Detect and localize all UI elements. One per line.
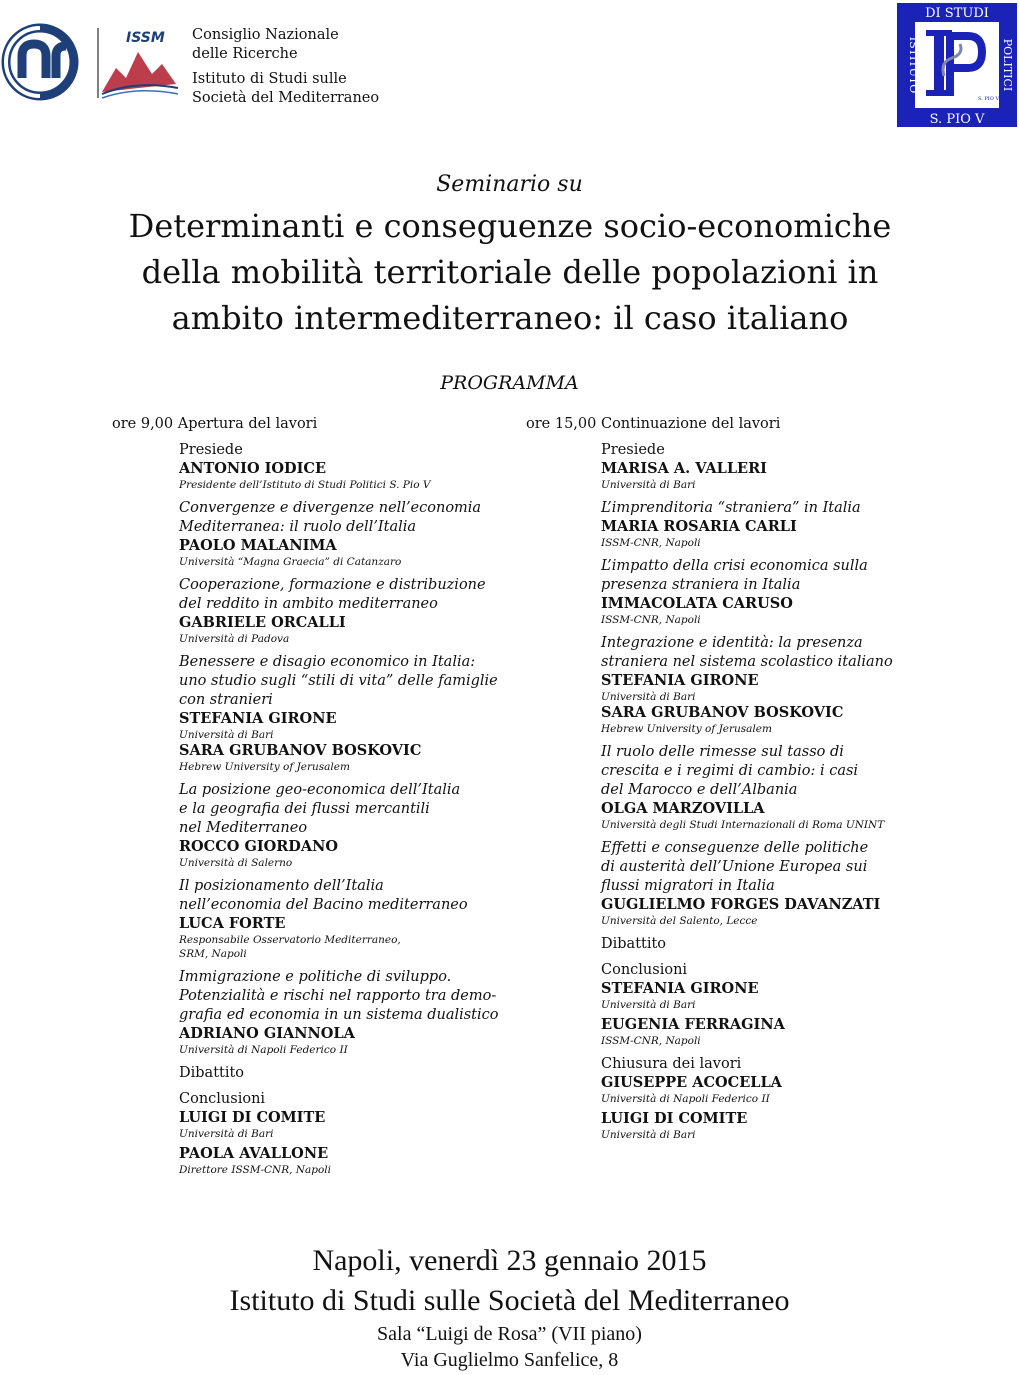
speaker-name: LUIGI DI COMITE — [179, 1109, 326, 1126]
isp-logo-right: POLITICI — [1001, 38, 1014, 92]
issm-mountain-icon — [96, 22, 182, 102]
title-line: ambito intermediterraneo: il caso italiano — [171, 299, 849, 337]
speaker-name: PAOLA AVALLONE — [179, 1145, 329, 1162]
speaker-affiliation: Università “Magna Graecia” di Catanzaro — [179, 556, 402, 568]
chair-label: Presiede — [601, 442, 665, 458]
chair-label: Presiede — [179, 442, 243, 458]
chair-affiliation: Università di Bari — [601, 479, 696, 491]
morning-program — [179, 441, 519, 1184]
cnr-line-2: delle Ricerche — [192, 46, 298, 62]
issm-line-1: Istituto di Studi sulle — [192, 71, 347, 87]
debate — [179, 1064, 519, 1083]
conclusions-label: Conclusioni — [179, 1091, 266, 1107]
talk — [179, 968, 519, 1057]
talk — [179, 877, 519, 961]
speaker-name: STEFANIA GIRONE — [601, 672, 759, 689]
speaker-name: ROCCO GIORDANO — [179, 838, 338, 855]
talk — [179, 781, 519, 870]
speaker-affiliation: Università di Bari — [179, 1128, 274, 1140]
speaker-affiliation: Hebrew University of Jerusalem — [601, 723, 772, 735]
speaker-name: GABRIELE ORCALLI — [179, 614, 346, 631]
morning-session-header — [112, 416, 317, 432]
afternoon-time: ore 15,00 — [526, 416, 597, 432]
event-venue: Istituto di Studi sulle Società del Mediterraneo — [229, 1284, 790, 1317]
talk-topic-line: Mediterranea: il ruolo dell’Italia — [179, 519, 417, 535]
speaker-name: EUGENIA FERRAGINA — [601, 1016, 785, 1033]
talk-topic-line: Integrazione e identità: la presenza — [601, 635, 863, 651]
speaker-affiliation: ISSM-CNR, Napoli — [601, 614, 701, 626]
speaker-affiliation: Università di Bari — [601, 1129, 696, 1141]
issm-line-2: Società del Mediterraneo — [192, 90, 380, 106]
talk-topic-line: di austerità dell’Unione Europea sui — [601, 859, 868, 875]
isp-logo-bottom: S. PIO V — [929, 112, 985, 127]
speaker-affiliation: Università di Bari — [601, 691, 696, 703]
morning-time: ore 9,00 — [112, 416, 174, 432]
afternoon-chair — [601, 441, 931, 492]
speaker-affiliation: SRM, Napoli — [179, 948, 247, 960]
afternoon-session-header — [526, 416, 780, 432]
cnr-logo — [0, 22, 92, 102]
event-footer — [0, 1241, 1019, 1373]
talk-topic-line: Convergenze e divergenze nell’economia — [179, 500, 482, 516]
talk-topic-line: crescita e i regimi di cambio: i casi — [601, 763, 859, 779]
talk-topic-line: Immigrazione e politiche di sviluppo. — [179, 969, 452, 985]
speaker-name: SARA GRUBANOV BOSKOVIC — [179, 742, 422, 759]
event-date: Napoli, venerdì 23 gennaio 2015 — [312, 1244, 707, 1277]
issm-logo — [96, 22, 182, 102]
debate-label: Dibattito — [601, 936, 667, 952]
closing — [601, 1055, 931, 1142]
morning-chair — [179, 441, 519, 492]
talk-topic-line: straniera nel sistema scolastico italiano — [601, 654, 893, 670]
speaker-affiliation: Università del Salento, Lecce — [601, 915, 758, 927]
talk — [179, 576, 519, 646]
talk-topic-line: presenza straniera in Italia — [601, 577, 801, 593]
speaker-affiliation: Università di Napoli Federico II — [179, 1044, 348, 1056]
speaker-name: OLGA MARZOVILLA — [601, 800, 765, 817]
talk — [601, 743, 931, 832]
speaker-affiliation: ISSM-CNR, Napoli — [601, 537, 701, 549]
speaker-name: GUGLIELMO FORGES DAVANZATI — [601, 896, 881, 913]
talk — [601, 499, 931, 550]
seminar-title — [60, 203, 960, 341]
conclusions — [601, 961, 931, 1048]
isp-logo — [896, 2, 1018, 128]
isp-logo-small: S. PIO V — [978, 96, 1000, 102]
talk-topic-line: La posizione geo-economica dell’Italia — [179, 782, 461, 798]
talk — [601, 557, 931, 627]
cnr-line-1: Consiglio Nazionale — [192, 27, 339, 43]
chair-name: ANTONIO IODICE — [179, 460, 327, 477]
talk — [601, 839, 931, 928]
closing-label: Chiusura dei lavori — [601, 1056, 742, 1072]
conclusions-label: Conclusioni — [601, 962, 688, 978]
talk — [179, 653, 519, 774]
speaker-affiliation: ISSM-CNR, Napoli — [601, 1035, 701, 1047]
speaker-affiliation: Università di Bari — [601, 999, 696, 1011]
speaker-name: LUIGI DI COMITE — [601, 1110, 748, 1127]
talk-topic-line: L’impatto della crisi economica sulla — [601, 558, 868, 574]
programma-heading: PROGRAMMA — [440, 372, 579, 394]
talk-topic-line: L’imprenditoria “straniera” in Italia — [601, 500, 861, 516]
cnr-logo-icon — [0, 22, 92, 102]
chair-affiliation: Presidente dell’Istituto di Studi Politici S. Pio V — [179, 479, 431, 491]
speaker-affiliation: Università di Napoli Federico II — [601, 1093, 770, 1105]
speaker-affiliation: Università degli Studi Internazionali di Roma UNINT — [601, 819, 885, 831]
speaker-name: IMMACOLATA CARUSO — [601, 595, 793, 612]
talk-topic-line: uno studio sugli “stili di vita” delle famiglie — [179, 673, 498, 689]
speaker-name: PAOLO MALANIMA — [179, 537, 337, 554]
talk-topic-line: nell’economia del Bacino mediterraneo — [179, 897, 468, 913]
speaker-name: ADRIANO GIANNOLA — [179, 1025, 355, 1042]
talk-topic-line: Cooperazione, formazione e distribuzione — [179, 577, 486, 593]
event-address: Via Guglielmo Sanfelice, 8 — [400, 1349, 619, 1371]
speaker-name: LUCA FORTE — [179, 915, 286, 932]
talk-topic-line: grafia ed economia in un sistema dualistico — [179, 1007, 499, 1023]
talk-topic-line: nel Mediterraneo — [179, 820, 308, 836]
talk-topic-line: Effetti e conseguenze delle politiche — [601, 840, 869, 856]
speaker-name: STEFANIA GIRONE — [601, 980, 759, 997]
speaker-name: STEFANIA GIRONE — [179, 710, 337, 727]
talk-topic-line: con stranieri — [179, 692, 273, 708]
chair-name: MARISA A. VALLERI — [601, 460, 767, 477]
isp-logo-top: DI STUDI — [925, 6, 989, 21]
speaker-affiliation: Responsabile Osservatorio Mediterraneo, — [179, 934, 401, 946]
afternoon-heading: Continuazione del lavori — [600, 416, 781, 432]
speaker-affiliation: Hebrew University of Jerusalem — [179, 761, 350, 773]
talk-topic-line: del reddito in ambito mediterraneo — [179, 596, 438, 612]
institution-name — [192, 26, 379, 108]
talk — [601, 634, 931, 736]
speaker-name: GIUSEPPE ACOCELLA — [601, 1074, 782, 1091]
seminar-label: Seminario su — [436, 172, 583, 197]
speaker-affiliation: Università di Padova — [179, 633, 290, 645]
talk-topic-line: e la geografia dei flussi mercantili — [179, 801, 430, 817]
afternoon-program — [601, 441, 931, 1149]
talk — [179, 499, 519, 569]
event-room: Sala “Luigi de Rosa” (VII piano) — [377, 1323, 642, 1345]
isp-logo-icon — [896, 2, 1018, 128]
issm-logo-text: ISSM — [126, 30, 165, 46]
morning-heading: Apertura del lavori — [177, 416, 318, 432]
talk-topic-line: flussi migratori in Italia — [601, 878, 775, 894]
conclusions — [179, 1090, 519, 1177]
talk-topic-line: Il ruolo delle rimesse sul tasso di — [601, 744, 844, 760]
speaker-name: SARA GRUBANOV BOSKOVIC — [601, 704, 844, 721]
debate-label: Dibattito — [179, 1065, 245, 1081]
debate — [601, 935, 931, 954]
talk-topic-line: del Marocco e dell’Albania — [601, 782, 798, 798]
title-line: Determinanti e conseguenze socio-economiche — [128, 207, 892, 245]
speaker-affiliation: Università di Salerno — [179, 857, 293, 869]
title-line: della mobilità territoriale delle popolazioni in — [141, 253, 879, 291]
speaker-name: MARIA ROSARIA CARLI — [601, 518, 797, 535]
talk-topic-line: Il posizionamento dell’Italia — [179, 878, 384, 894]
talk-topic-line: Benessere e disagio economico in Italia: — [179, 654, 476, 670]
speaker-affiliation: Direttore ISSM-CNR, Napoli — [179, 1164, 331, 1176]
speaker-affiliation: Università di Bari — [179, 729, 274, 741]
isp-logo-left: ISTITUTO — [907, 36, 920, 94]
talk-topic-line: Potenzialità e rischi nel rapporto tra demo- — [179, 988, 497, 1004]
